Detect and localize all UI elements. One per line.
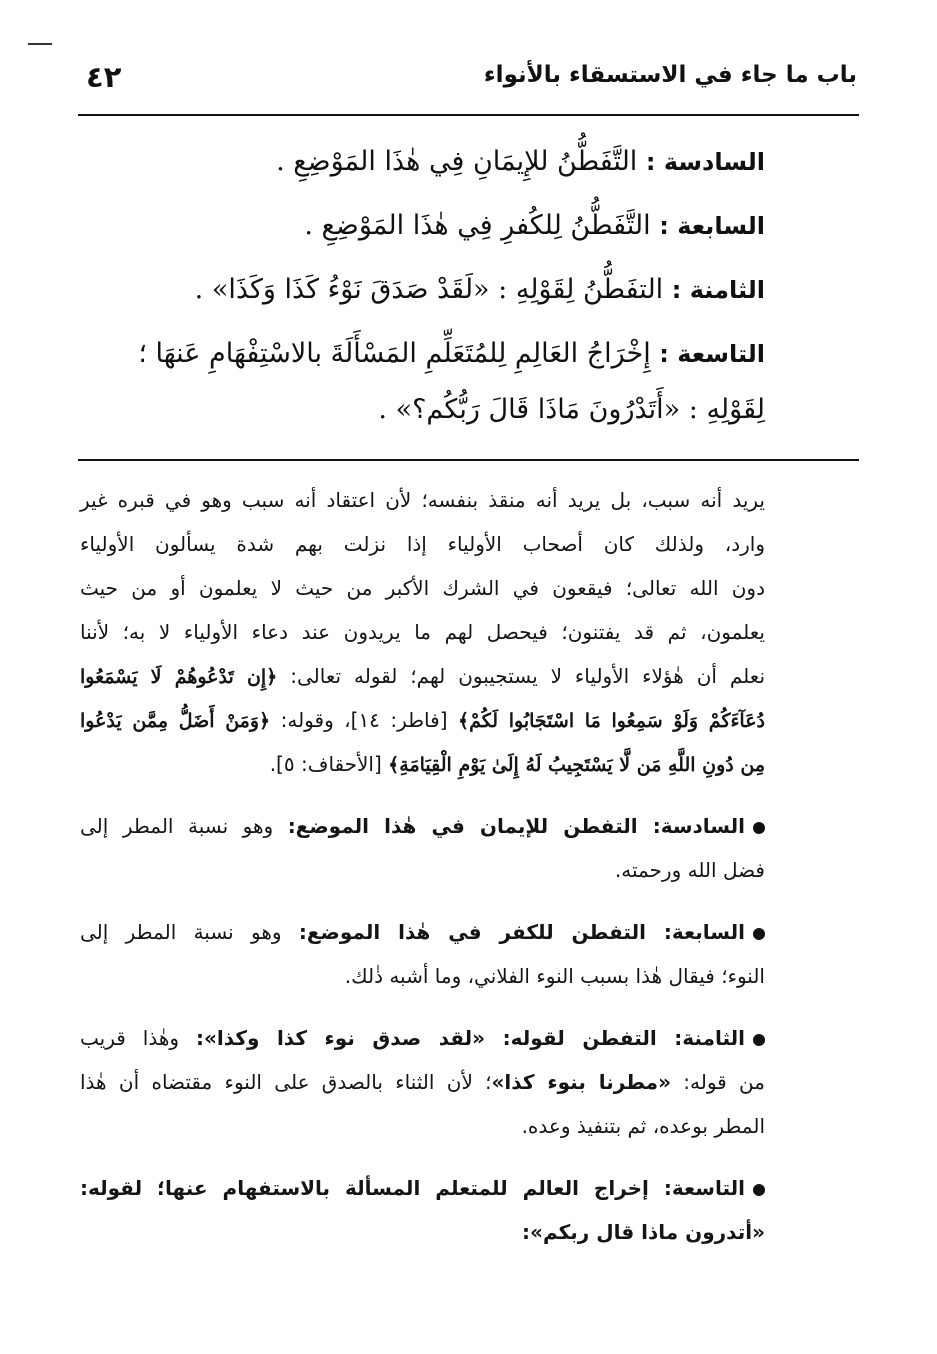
point-heading: السابعة: التفطن للكفر في هٰذا الموضع:	[298, 920, 746, 944]
matn-item-ninth	[80, 322, 765, 386]
bullet-icon	[753, 822, 765, 834]
matn-block	[80, 130, 765, 444]
chapter-title: باب ما جاء في الاستسقاء بالأنواء	[483, 62, 857, 88]
matn-label: السابعة :	[659, 212, 765, 240]
bullet-icon	[753, 928, 765, 940]
commentary-point-seventh	[80, 910, 765, 998]
text-line: يريد أنه سبب، بل يريد أنه منقذ بنفسه؛ لأن اعتقاد أنه سبب وهو في قبره غير	[80, 488, 765, 512]
matn-text: التَّفَطُّنُ لِلكُفرِ فِي هٰذَا المَوْضِعِ .	[304, 210, 651, 241]
commentary-paragraph	[80, 478, 765, 786]
matn-text: لِقَوْلِهِ : «أَتَدْرُونَ مَاذَا قَالَ رَبُّكُم؟» .	[378, 394, 765, 425]
corner-mark	[28, 43, 52, 45]
bullet-icon	[753, 1184, 765, 1196]
text-run: وهٰذا قريب	[80, 1026, 180, 1050]
text-line	[80, 1060, 765, 1104]
text-line: وارد، ولذلك كان أصحاب الأولياء إذا نزلت بهم شدة يسألون الأولياء	[80, 532, 765, 556]
point-heading: السادسة: التفطن للإيمان في هٰذا الموضع:	[287, 814, 746, 838]
header-rule	[78, 114, 859, 116]
text-run: وهو نسبة المطر إلى	[80, 814, 274, 838]
quoted-phrase: «مطرنا بنوء كذا»	[491, 1070, 671, 1094]
text-line	[80, 654, 765, 698]
matn-label: السادسة :	[645, 148, 765, 176]
text-line: دون الله تعالى؛ فيقعون في الشرك الأكبر من حيث لا يعلمون أو من حيث	[80, 576, 765, 600]
point-heading: الثامنة: التفطن لقوله: «لقد صدق نوء كذا وكذا»:	[196, 1026, 746, 1050]
matn-label: الثامنة :	[671, 276, 765, 304]
text-line	[80, 742, 765, 786]
text-line: النوء؛ فيقال هٰذا بسبب النوء الفلاني، وما أشبه ذٰلك.	[344, 964, 765, 988]
matn-text: التفَطُّنُ لِقَوْلِهِ : «لَقَدْ صَدَقَ نَوْءُ كَذَا وَكَذَا» .	[194, 274, 664, 305]
matn-item-seventh	[80, 194, 765, 258]
matn-item-ninth-continuation	[80, 386, 765, 444]
matn-text: التَّفَطُّنُ للإِيمَانِ فِي هٰذَا المَوْضِعِ .	[276, 146, 638, 177]
surah-reference: [الأحقاف: ٥].	[269, 752, 382, 776]
text-line: يعلمون، ثم قد يفتنون؛ فيحصل لهم ما يريدون عند دعاء الأولياء لا به؛ لأننا	[80, 620, 765, 644]
text-line	[80, 804, 765, 848]
bullet-icon	[753, 1034, 765, 1046]
text-line	[80, 910, 765, 954]
text-run: نعلم أن هٰؤلاء الأولياء لا يستجيبون لهم؛ لقوله تعالى:	[290, 664, 766, 688]
quran-quote: ﴿إِن تَدْعُوهُمْ لَا يَسْمَعُوا	[80, 666, 278, 688]
section-divider	[78, 459, 859, 461]
text-line	[80, 698, 765, 742]
running-header	[78, 56, 859, 104]
text-line: المطر بوعده، ثم بتنفيذ وعده.	[521, 1114, 765, 1138]
matn-item-sixth	[80, 130, 765, 194]
commentary-block	[80, 478, 765, 1254]
point-heading: التاسعة: إخراج العالم للمتعلم المسألة بالاستفهام عنها؛ لقوله:	[80, 1176, 745, 1200]
text-run: من قوله:	[683, 1070, 765, 1094]
text-run: وهو نسبة المطر إلى	[80, 920, 282, 944]
text-line: «أتدرون ماذا قال ربكم»:	[522, 1220, 765, 1244]
quran-quote: مِن دُونِ اللَّهِ مَن لَّا يَسْتَجِيبُ لَهُ إِلَىٰ يَوْمِ الْقِيَامَةِ﴾	[388, 754, 765, 776]
commentary-point-eighth	[80, 1016, 765, 1148]
commentary-point-sixth	[80, 804, 765, 892]
quran-quote: دُعَآءَكُمْ وَلَوْ سَمِعُوا مَا اسْتَجَابُوا لَكُمْ﴾	[457, 710, 766, 732]
matn-label: التاسعة :	[659, 340, 765, 368]
page-number: ٤٢	[86, 60, 122, 94]
commentary-point-ninth	[80, 1166, 765, 1254]
surah-reference: [فاطر: ١٤]، وقوله:	[280, 708, 448, 732]
quran-quote: ﴿وَمَنْ أَضَلُّ مِمَّن يَدْعُوا	[80, 710, 271, 732]
matn-item-eighth	[80, 258, 765, 322]
text-line	[80, 1166, 765, 1210]
text-run: ؛ لأن الثناء بالصدق على النوء مقتضاه أن هٰذا	[80, 1070, 492, 1094]
text-line	[80, 1016, 765, 1060]
text-line: فضل الله ورحمته.	[614, 858, 765, 882]
matn-text: إِخْرَاجُ العَالِمِ لِلمُتَعَلِّمِ المَسْأَلَةَ بالاسْتِفْهَامِ عَنهَا ؛	[138, 338, 651, 369]
